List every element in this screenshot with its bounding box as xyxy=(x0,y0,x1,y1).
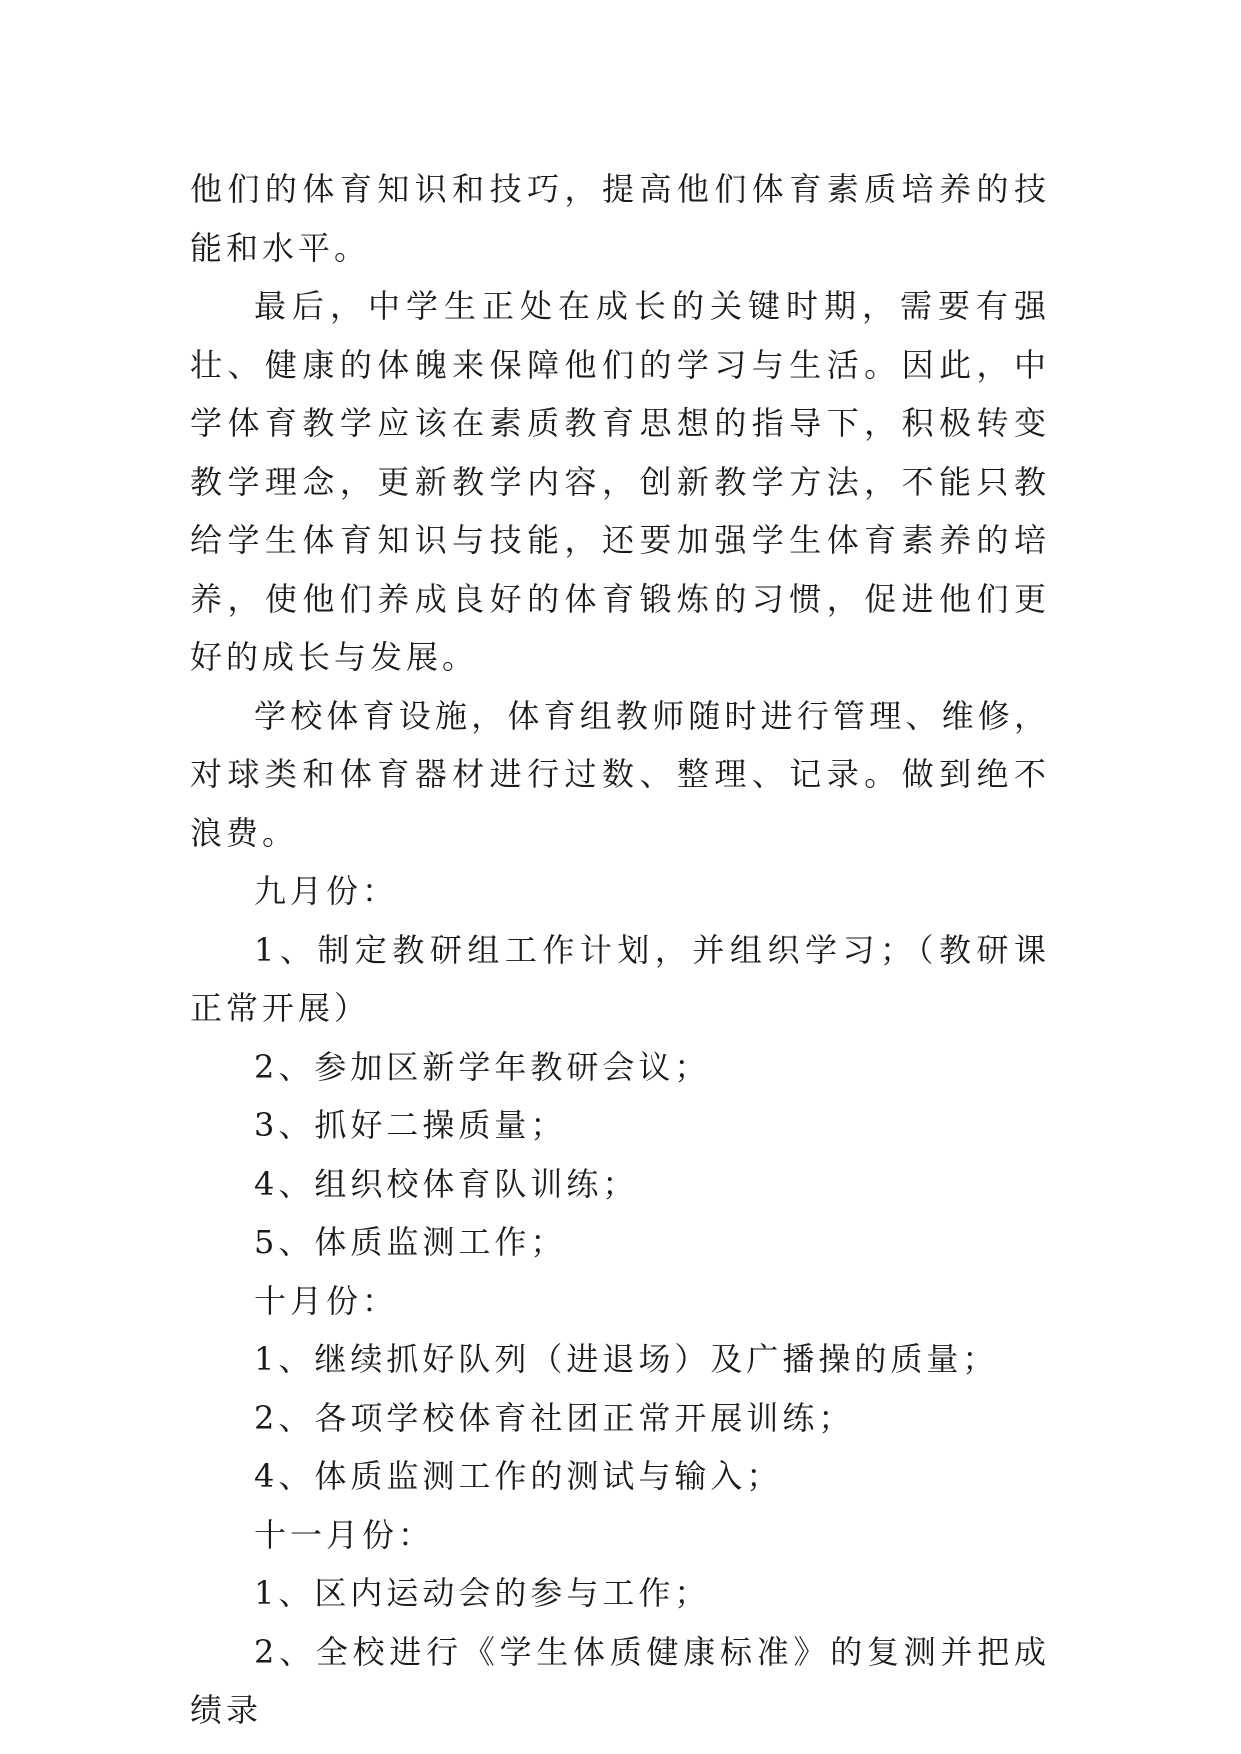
section-heading: 九月份： xyxy=(254,872,399,910)
list-item: 2、各项学校体育社团正常开展训练； xyxy=(254,1398,855,1437)
list-item: 2、参加区新学年教研会议； xyxy=(254,1047,711,1086)
list-item: 4、体质监测工作的测试与输入； xyxy=(254,1457,783,1495)
list-item: 5、体质监测工作； xyxy=(254,1223,567,1261)
section-heading: 十一月份： xyxy=(254,1515,435,1554)
paragraph: 学校体育设施，体育组教师随时进行管理、维修，对球类和体育器材进行过数、整理、记录。做到绝不浪费。 xyxy=(190,696,1050,852)
list-item: 1、继续抓好队列（进退场）及广播操的质量； xyxy=(254,1340,999,1378)
list-item: 3、抓好二操质量； xyxy=(254,1106,567,1144)
list-item: 1、制定教研组工作计划，并组织学习；（教研课正常开展） xyxy=(190,930,1050,1027)
list-item: 2、全校进行《学生体质健康标准》的复测并把成绩录 xyxy=(190,1632,1050,1729)
list-item: 1、区内运动会的参与工作； xyxy=(254,1574,711,1612)
list-item: 4、组织校体育队训练； xyxy=(254,1164,639,1203)
paragraph: 他们的体育知识和技巧，提高他们体育素质培养的技能和水平。 xyxy=(190,170,1050,267)
paragraph: 最后，中学生正处在成长的关键时期，需要有强壮、健康的体魄来保障他们的学习与生活。因此，中学体育教学应该在素质教育思想的指导下，积极转变教学理念，更新教学内容，创新教学方法，不能只教给学生体育知识与技能，还要加强学生体育素养的培养，使他们养成良好的体育锻炼的习惯，促进他们更好的成长与发展。 xyxy=(190,287,1050,676)
document-body xyxy=(190,160,1050,1740)
section-heading: 十月份： xyxy=(254,1281,399,1320)
